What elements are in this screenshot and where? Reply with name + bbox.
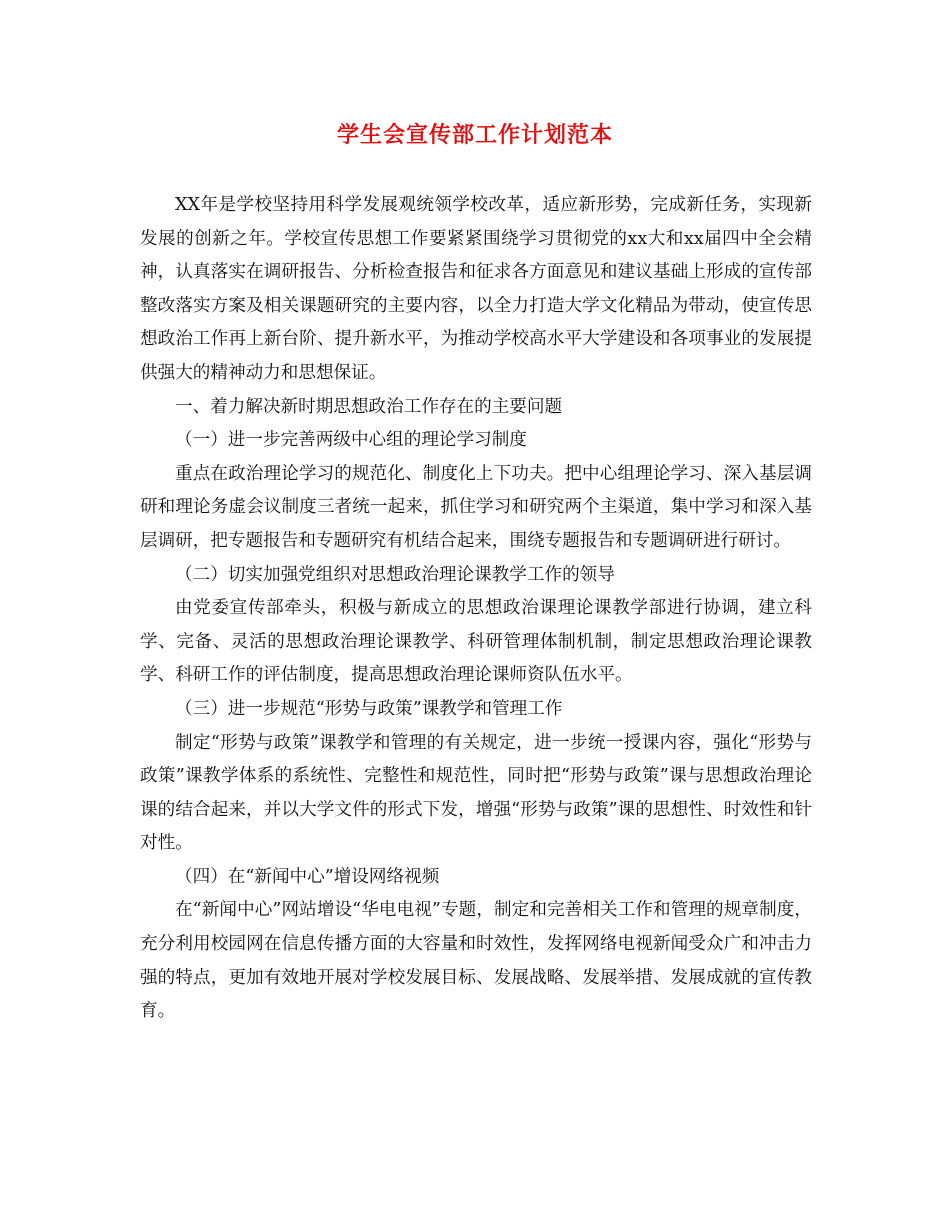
subsection-heading-4: （四）在“新闻中心”增设网络视频: [175, 866, 440, 887]
document-body: [140, 189, 812, 1029]
subsection-heading-3: （三）进一步规范“形势与政策”课教学和管理工作: [175, 698, 563, 719]
intro-paragraph: XX年是学校坚持用科学发展观统领学校改革，适应新形势，完成新任务，实现新发展的创新之年。学校宣传思想工作要紧紧围绕学习贯彻党的xx大和xx届四中全会精神，认真落实在调研报告、分析检查报告和征求各方面意见和建议基础上形成的宣传部整改落实方案及相关课题研究的主要内容，以全力打造大学文化精品为带动，使宣传思想政治工作再上新台阶、提升新水平，为推动学校高水平大学建设和各项事业的发展提供强大的精神动力和思想保证。: [140, 195, 812, 383]
subsection-heading-1: （一）进一步完善两级中心组的理论学习制度: [175, 430, 527, 451]
section-heading-1: 一、着力解决新时期思想政治工作存在的主要问题: [175, 396, 563, 417]
document-title: 学生会宣传部工作计划范本: [336, 122, 613, 148]
subsection-paragraph-1: 重点在政治理论学习的规范化、制度化上下功夫。把中心组理论学习、深入基层调研和理论务虚会议制度三者统一起来，抓住学习和研究两个主渠道，集中学习和深入基层调研，把专题报告和专题研究有机结合起来，围绕专题报告和专题调研进行研讨。: [140, 463, 812, 551]
subsection-paragraph-4: 在“新闻中心”网站增设“华电电视”专题，制定和完善相关工作和管理的规章制度，充分利用校园网在信息传播方面的大容量和时效性，发挥网络电视新闻受众广和冲击力强的特点，更加有效地开展对学校发展目标、发展战略、发展举措、发展成就的宣传教育。: [140, 900, 812, 1022]
subsection-heading-2: （二）切实加强党组织对思想政治理论课教学工作的领导: [175, 564, 615, 585]
subsection-paragraph-2: 由党委宣传部牵头，积极与新成立的思想政治课理论课教学部进行协调，建立科学、完备、灵活的思想政治理论课教学、科研管理体制机制，制定思想政治理论课教学、科研工作的评估制度，提高思想政治理论课师资队伍水平。: [140, 598, 812, 686]
subsection-paragraph-3: 制定“形势与政策”课教学和管理的有关规定，进一步统一授课内容，强化“形势与政策”课教学体系的系统性、完整性和规范性，同时把“形势与政策”课与思想政治理论课的结合起来，并以大学文件的形式下发，增强“形势与政策”课的思想性、时效性和针对性。: [140, 732, 812, 854]
